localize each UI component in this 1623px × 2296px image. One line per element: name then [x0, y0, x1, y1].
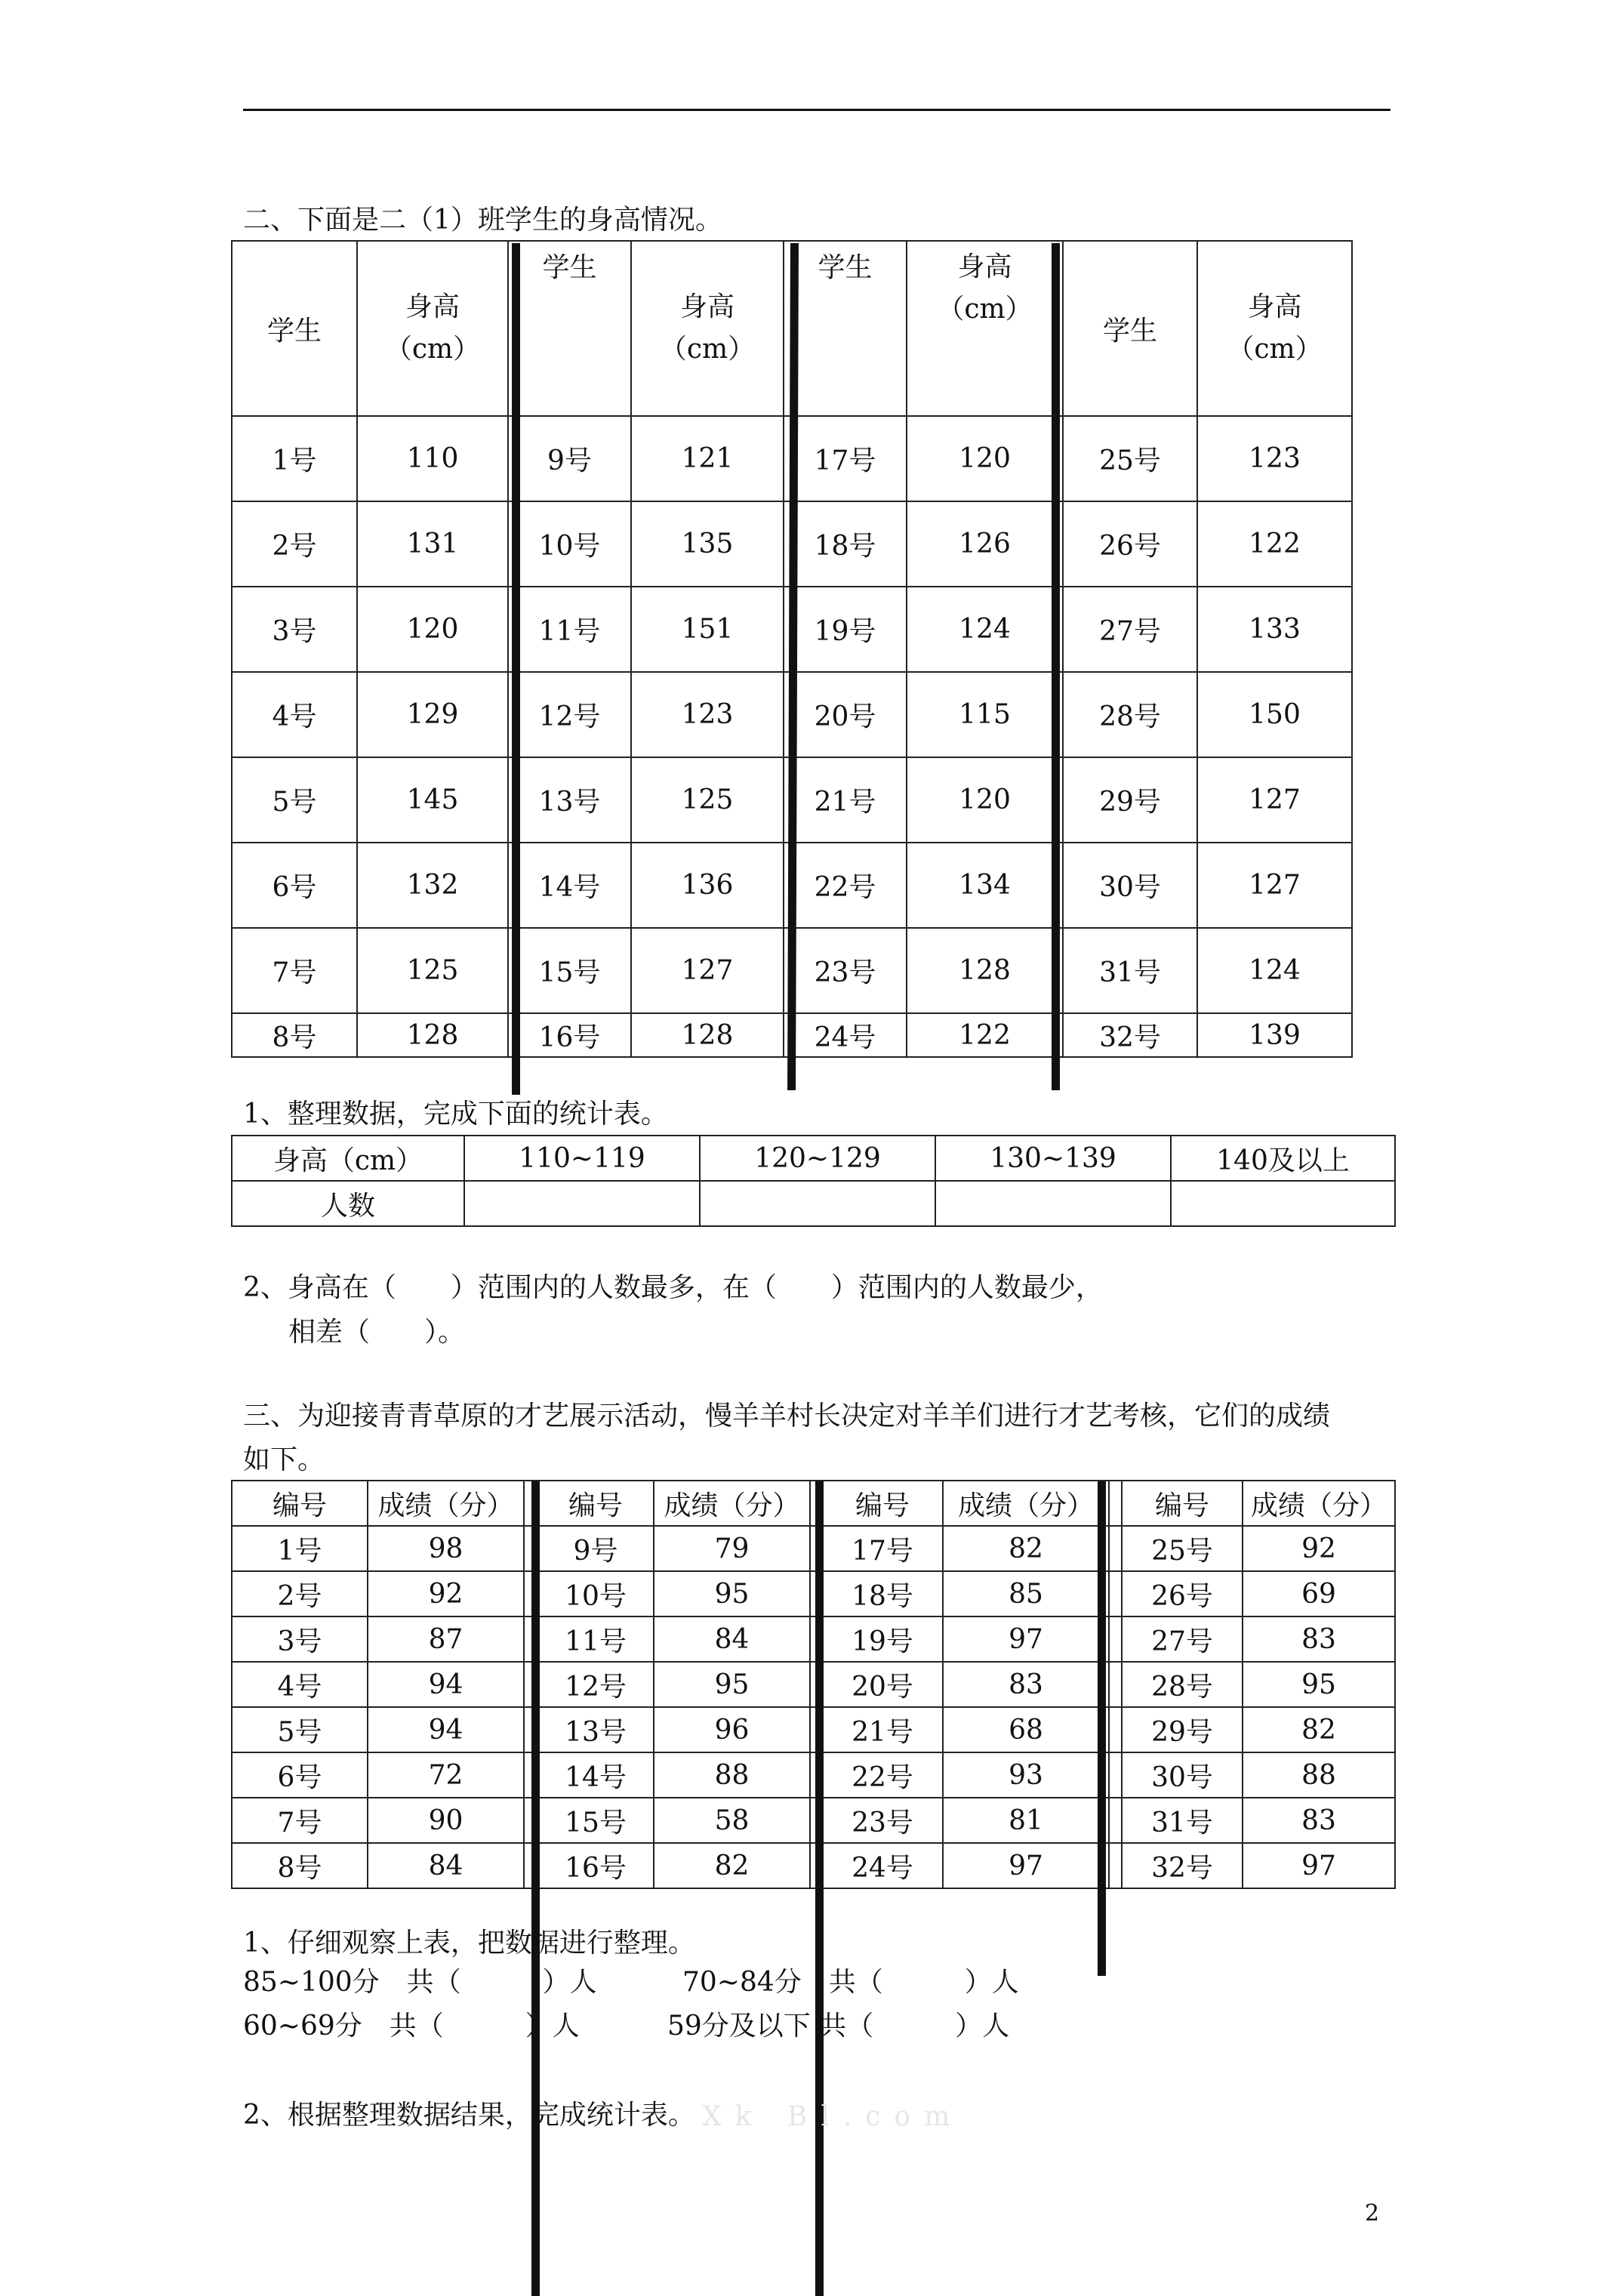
score-value-cell: 98 — [368, 1526, 524, 1571]
sheep-id-cell: 4号 — [232, 1662, 368, 1707]
student-id-cell: 18号 — [784, 501, 907, 587]
score-value-cell: 93 — [943, 1752, 1109, 1798]
section3-q2: 2、根据整理数据结果，完成统计表。 — [243, 2100, 695, 2131]
height-value-cell: 128 — [907, 928, 1063, 1013]
score-value-cell: 92 — [368, 1571, 524, 1616]
score-value-cell: 97 — [1243, 1843, 1395, 1888]
height-value-cell: 120 — [907, 416, 1063, 501]
stat-row-label-height: 身高（cm） — [232, 1136, 464, 1181]
score-value-cell: 97 — [943, 1843, 1109, 1888]
height-value-cell: 136 — [631, 843, 784, 928]
height-value-cell: 115 — [907, 672, 1063, 757]
student-id-cell: 13号 — [508, 757, 631, 843]
sheep-id-cell: 22号 — [822, 1752, 943, 1798]
score-value-cell: 96 — [654, 1707, 810, 1752]
header-student-1: 学生 — [232, 241, 357, 416]
height-value-cell: 125 — [631, 757, 784, 843]
spacer-cell — [1109, 1571, 1122, 1616]
height-value-cell: 126 — [907, 501, 1063, 587]
height-value-cell: 127 — [1197, 843, 1352, 928]
sheep-id-cell: 1号 — [232, 1526, 368, 1571]
thick-line — [512, 243, 520, 1095]
score-value-cell: 95 — [654, 1662, 810, 1707]
student-id-cell: 16号 — [508, 1013, 631, 1057]
score-table-row — [232, 1526, 1395, 1571]
height-value-cell: 123 — [1197, 416, 1352, 501]
sheep-id-cell: 11号 — [537, 1616, 654, 1662]
sheep-id-cell: 10号 — [537, 1571, 654, 1616]
sheep-id-cell: 2号 — [232, 1571, 368, 1616]
student-id-cell: 3号 — [232, 587, 357, 672]
header-score: 成绩（分） — [943, 1481, 1109, 1526]
height-value-cell: 128 — [631, 1013, 784, 1057]
sheep-id-cell: 26号 — [1122, 1571, 1243, 1616]
student-id-cell: 32号 — [1063, 1013, 1197, 1057]
score-value-cell: 87 — [368, 1616, 524, 1662]
score-value-cell: 94 — [368, 1707, 524, 1752]
page-number: 2 — [1365, 2200, 1380, 2227]
score-table-row — [232, 1616, 1395, 1662]
student-id-cell: 28号 — [1063, 672, 1197, 757]
height-value-cell: 120 — [907, 757, 1063, 843]
sheep-id-cell: 5号 — [232, 1707, 368, 1752]
stat-count-blank[interactable] — [935, 1181, 1171, 1226]
section3-title-line2: 如下。 — [243, 1444, 325, 1475]
score-value-cell: 58 — [654, 1798, 810, 1843]
score-value-cell: 82 — [1243, 1707, 1395, 1752]
watermark: Xk Bl.com — [702, 2101, 964, 2132]
sheep-id-cell: 32号 — [1122, 1843, 1243, 1888]
score-value-cell: 94 — [368, 1662, 524, 1707]
score-value-cell: 90 — [368, 1798, 524, 1843]
student-id-cell: 23号 — [784, 928, 907, 1013]
header-score: 成绩（分） — [1243, 1481, 1395, 1526]
student-id-cell: 30号 — [1063, 843, 1197, 928]
header-student-2: 学生 — [508, 241, 631, 416]
sheep-id-cell: 9号 — [537, 1526, 654, 1571]
student-id-cell: 4号 — [232, 672, 357, 757]
header-id: 编号 — [232, 1481, 368, 1526]
height-value-cell: 133 — [1197, 587, 1352, 672]
height-value-cell: 139 — [1197, 1013, 1352, 1057]
student-id-cell: 19号 — [784, 587, 907, 672]
score-value-cell: 83 — [1243, 1616, 1395, 1662]
height-value-cell: 120 — [357, 587, 508, 672]
header-height-3: 身高 （cm） — [907, 241, 1063, 416]
spacer-cell — [1109, 1843, 1122, 1888]
student-id-cell: 27号 — [1063, 587, 1197, 672]
score-value-cell: 82 — [654, 1843, 810, 1888]
height-stat-table — [231, 1135, 1396, 1227]
section2-q1: 1、整理数据，完成下面的统计表。 — [243, 1099, 668, 1130]
spacer-cell — [1109, 1752, 1122, 1798]
thick-line — [1098, 1481, 1106, 1976]
score-value-cell: 82 — [943, 1526, 1109, 1571]
fill-60-69: 60~69分 共（ ）人 — [243, 2011, 580, 2042]
sheep-id-cell: 13号 — [537, 1707, 654, 1752]
height-value-cell: 135 — [631, 501, 784, 587]
score-table-row — [232, 1707, 1395, 1752]
score-value-cell: 97 — [943, 1616, 1109, 1662]
student-id-cell: 7号 — [232, 928, 357, 1013]
student-id-cell: 25号 — [1063, 416, 1197, 501]
header-id: 编号 — [822, 1481, 943, 1526]
header-score: 成绩（分） — [368, 1481, 524, 1526]
spacer-cell — [1109, 1481, 1122, 1526]
height-value-cell: 129 — [357, 672, 508, 757]
score-value-cell: 69 — [1243, 1571, 1395, 1616]
student-id-cell: 12号 — [508, 672, 631, 757]
spacer-cell — [1109, 1526, 1122, 1571]
student-id-cell: 15号 — [508, 928, 631, 1013]
sheep-id-cell: 15号 — [537, 1798, 654, 1843]
section3-q1: 1、仔细观察上表，把数据进行整理。 — [243, 1928, 695, 1959]
score-value-cell: 88 — [1243, 1752, 1395, 1798]
fill-85-100: 85~100分 共（ ）人 — [243, 1967, 597, 1998]
section2-q2-line1: 2、身高在（ ）范围内的人数最多，在（ ）范围内的人数最少， — [243, 1272, 1103, 1303]
sheep-id-cell: 8号 — [232, 1843, 368, 1888]
sheep-id-cell: 21号 — [822, 1707, 943, 1752]
score-value-cell: 95 — [654, 1571, 810, 1616]
height-value-cell: 125 — [357, 928, 508, 1013]
sheep-id-cell: 30号 — [1122, 1752, 1243, 1798]
stat-range: 110~119 — [464, 1136, 700, 1181]
sheep-id-cell: 3号 — [232, 1616, 368, 1662]
header-score: 成绩（分） — [654, 1481, 810, 1526]
score-value-cell: 88 — [654, 1752, 810, 1798]
sheep-id-cell: 19号 — [822, 1616, 943, 1662]
score-table-header — [232, 1481, 1395, 1526]
height-value-cell: 127 — [631, 928, 784, 1013]
sheep-id-cell: 20号 — [822, 1662, 943, 1707]
sheep-id-cell: 28号 — [1122, 1662, 1243, 1707]
score-table-row — [232, 1662, 1395, 1707]
header-height-4: 身高 （cm） — [1197, 241, 1352, 416]
score-table-row — [232, 1571, 1395, 1616]
height-value-cell: 122 — [1197, 501, 1352, 587]
student-id-cell: 21号 — [784, 757, 907, 843]
height-value-cell: 124 — [907, 587, 1063, 672]
score-table-row — [232, 1752, 1395, 1798]
fill-59-below: 59分及以下 共（ ）人 — [667, 2011, 1010, 2042]
student-id-cell: 22号 — [784, 843, 907, 928]
height-value-cell: 127 — [1197, 757, 1352, 843]
score-value-cell: 83 — [943, 1662, 1109, 1707]
score-value-cell: 81 — [943, 1798, 1109, 1843]
header-height-1: 身高 （cm） — [357, 241, 508, 416]
sheep-id-cell: 27号 — [1122, 1616, 1243, 1662]
height-value-cell: 128 — [357, 1013, 508, 1057]
sheep-id-cell: 17号 — [822, 1526, 943, 1571]
student-id-cell: 6号 — [232, 843, 357, 928]
thick-line — [531, 1481, 540, 2296]
header-height-2: 身高 （cm） — [631, 241, 784, 416]
stat-count-blank[interactable] — [464, 1181, 700, 1226]
student-id-cell: 11号 — [508, 587, 631, 672]
sheep-id-cell: 23号 — [822, 1798, 943, 1843]
height-value-cell: 123 — [631, 672, 784, 757]
student-id-cell: 8号 — [232, 1013, 357, 1057]
sheep-id-cell: 18号 — [822, 1571, 943, 1616]
score-value-cell: 85 — [943, 1571, 1109, 1616]
score-value-cell: 84 — [654, 1616, 810, 1662]
student-id-cell: 9号 — [508, 416, 631, 501]
student-id-cell: 2号 — [232, 501, 357, 587]
header-id: 编号 — [537, 1481, 654, 1526]
sheep-id-cell: 29号 — [1122, 1707, 1243, 1752]
student-id-cell: 26号 — [1063, 501, 1197, 587]
score-value-cell: 68 — [943, 1707, 1109, 1752]
section2-title: 二、下面是二（1）班学生的身高情况。 — [243, 205, 722, 236]
height-value-cell: 145 — [357, 757, 508, 843]
header-student-4: 学生 — [1063, 241, 1197, 416]
fill-70-84: 70~84分 共（ ）人 — [682, 1967, 1019, 1998]
score-value-cell: 72 — [368, 1752, 524, 1798]
spacer-cell — [1109, 1662, 1122, 1707]
score-value-cell: 84 — [368, 1843, 524, 1888]
sheep-id-cell: 25号 — [1122, 1526, 1243, 1571]
student-id-cell: 17号 — [784, 416, 907, 501]
height-value-cell: 124 — [1197, 928, 1352, 1013]
score-value-cell: 92 — [1243, 1526, 1395, 1571]
sheep-id-cell: 31号 — [1122, 1798, 1243, 1843]
score-table-row — [232, 1843, 1395, 1888]
student-id-cell: 31号 — [1063, 928, 1197, 1013]
stat-count-blank[interactable] — [1171, 1181, 1395, 1226]
student-id-cell: 5号 — [232, 757, 357, 843]
section3-title-line1: 三、为迎接青青草原的才艺展示活动，慢羊羊村长决定对羊羊们进行才艺考核，它们的成绩 — [243, 1401, 1331, 1432]
score-table-row — [232, 1798, 1395, 1843]
stat-range: 120~129 — [700, 1136, 935, 1181]
sheep-id-cell: 7号 — [232, 1798, 368, 1843]
stat-range: 140及以上 — [1171, 1136, 1395, 1181]
spacer-cell — [1109, 1707, 1122, 1752]
height-value-cell: 121 — [631, 416, 784, 501]
height-value-cell: 131 — [357, 501, 508, 587]
score-value-cell: 95 — [1243, 1662, 1395, 1707]
score-value-cell: 83 — [1243, 1798, 1395, 1843]
height-value-cell: 132 — [357, 843, 508, 928]
stat-count-blank[interactable] — [700, 1181, 935, 1226]
thick-line — [1052, 243, 1060, 1090]
header-id: 编号 — [1122, 1481, 1243, 1526]
section2-q2-line2: 相差（ ）。 — [288, 1317, 466, 1348]
student-id-cell: 1号 — [232, 416, 357, 501]
sheep-id-cell: 12号 — [537, 1662, 654, 1707]
student-id-cell: 10号 — [508, 501, 631, 587]
stat-row-label-count: 人数 — [232, 1181, 464, 1226]
sheep-id-cell: 24号 — [822, 1843, 943, 1888]
stat-range: 130~139 — [935, 1136, 1171, 1181]
height-value-cell: 122 — [907, 1013, 1063, 1057]
thick-line — [815, 1481, 824, 2296]
student-id-cell: 14号 — [508, 843, 631, 928]
student-id-cell: 29号 — [1063, 757, 1197, 843]
sheep-id-cell: 14号 — [537, 1752, 654, 1798]
student-id-cell: 24号 — [784, 1013, 907, 1057]
spacer-cell — [1109, 1798, 1122, 1843]
score-table — [231, 1480, 1396, 1889]
height-value-cell: 151 — [631, 587, 784, 672]
spacer-cell — [1109, 1616, 1122, 1662]
height-value-cell: 150 — [1197, 672, 1352, 757]
height-value-cell: 134 — [907, 843, 1063, 928]
header-student-3: 学生 — [784, 241, 907, 416]
header-rule — [243, 109, 1390, 111]
height-value-cell: 110 — [357, 416, 508, 501]
sheep-id-cell: 16号 — [537, 1843, 654, 1888]
student-id-cell: 20号 — [784, 672, 907, 757]
score-value-cell: 79 — [654, 1526, 810, 1571]
sheep-id-cell: 6号 — [232, 1752, 368, 1798]
